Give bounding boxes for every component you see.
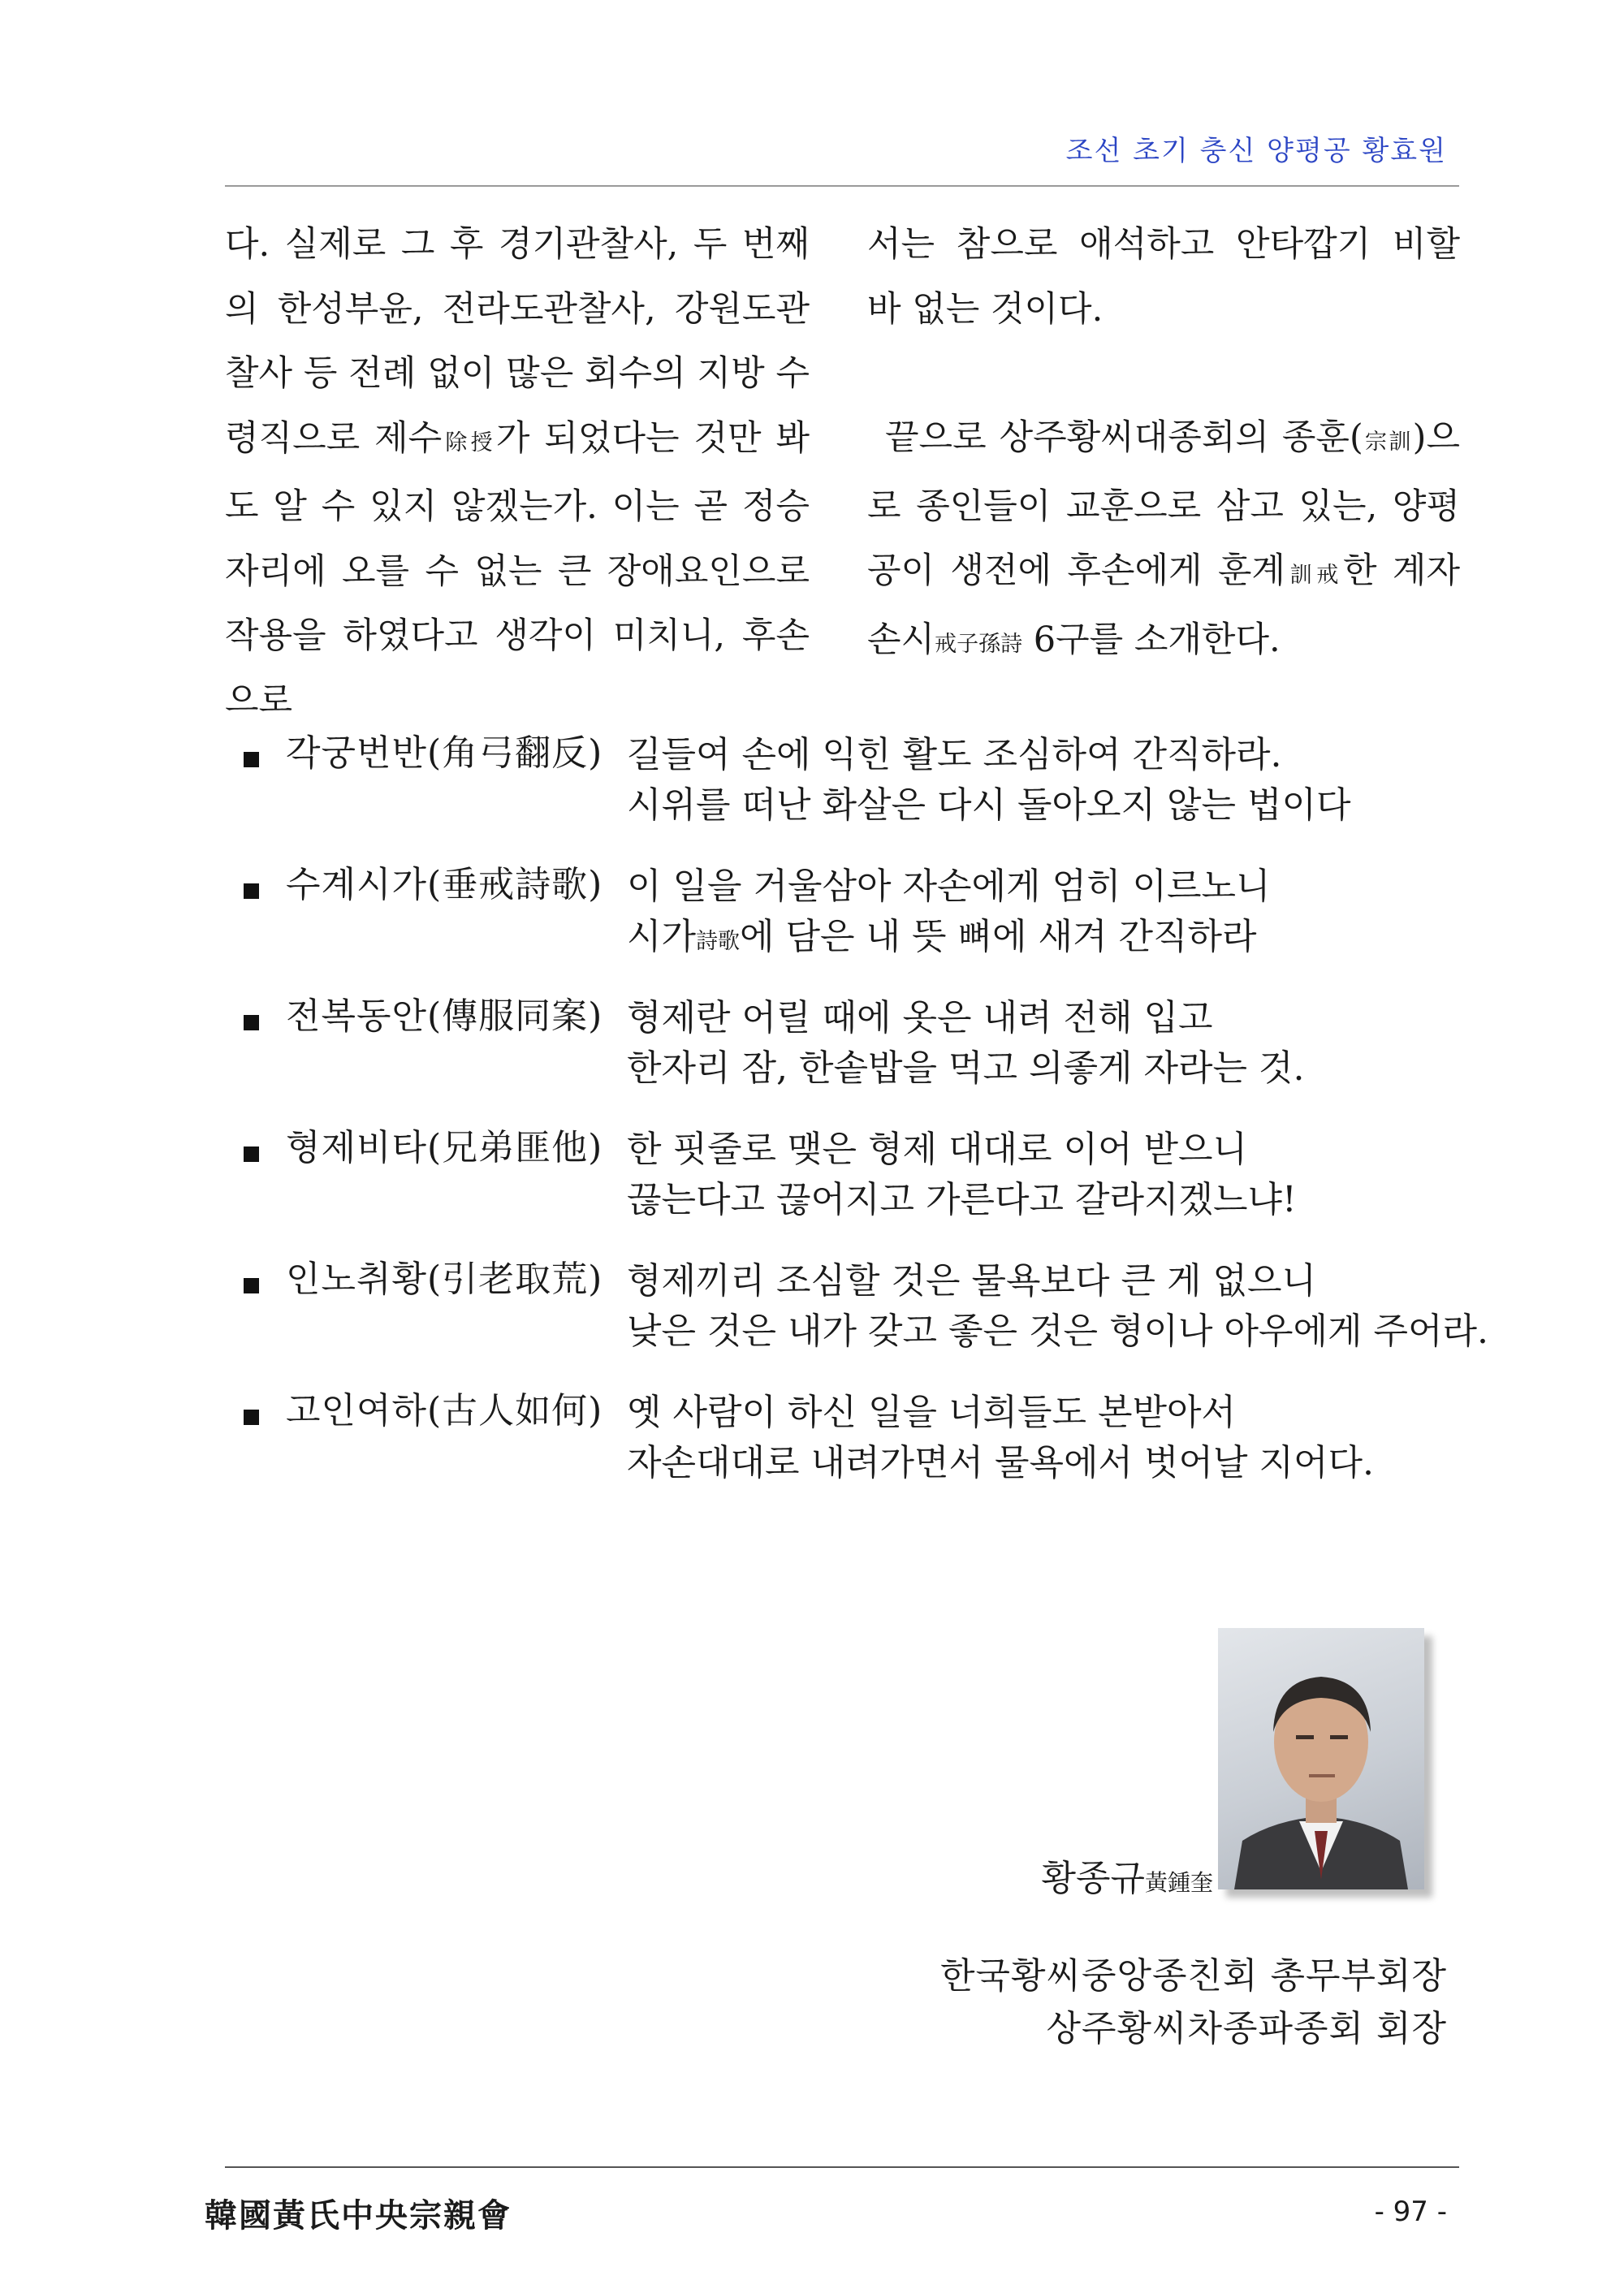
maxim-line [627, 913, 1256, 966]
right-text-b: )으로 종인들이 교훈으로 삼고 있는, 양평공이 생전에 후손에게 훈계 [867, 417, 1460, 591]
maxim-text: 에 담은 내 뜻 뼈에 새겨 간직하라 [740, 916, 1257, 957]
left-column [225, 213, 810, 733]
maxim-title: 형제비타(兄弟匪他) [286, 1127, 603, 1168]
maxim-line: 시위를 떠난 화살은 다시 돌아오지 않는 법이다 [627, 784, 1351, 826]
maxim-line: 형제란 어릴 때에 옷은 내려 전해 입고 [627, 997, 1213, 1039]
maxim-title: 전복동안(傳服同案) [286, 995, 603, 1037]
signer-name [1041, 1849, 1213, 1901]
hanja-jesu: 除授 [442, 430, 496, 456]
right-paragraph-2 [867, 406, 1460, 676]
maxim-line: 옛 사람이 하신 일을 너희들도 본받아서 [627, 1392, 1236, 1433]
square-bullet-icon [244, 1410, 259, 1425]
maxim-title: 각궁번반(角弓翻反) [286, 732, 603, 774]
portrait-figure-icon [1218, 1628, 1424, 1889]
signer-role-2: 상주황씨차종파종회 회장 [1046, 2008, 1447, 2049]
hanja-gyejasonsi: 戒子孫詩 [935, 631, 1023, 657]
header-title: 조선 초기 충신 양평공 황효원 [1065, 135, 1447, 167]
maxim-title: 고인여하(古人如何) [286, 1390, 603, 1432]
maxim-list [244, 731, 1488, 1520]
maxim-title: 수계시가(垂戒詩歌) [286, 864, 603, 905]
hanja-jonghun: 宗訓 [1363, 430, 1413, 455]
maxim-item [244, 1388, 1462, 1520]
maxim-line: 자손대대로 내려가면서 물욕에서 벗어날 지어다. [627, 1442, 1375, 1483]
signer-photo [1218, 1628, 1424, 1889]
maxim-title: 인노취황(引老取荒) [286, 1259, 603, 1300]
right-column [867, 213, 1460, 676]
footer-organization: 韓國黃氏中央宗親會 [205, 2196, 512, 2235]
square-bullet-icon [244, 883, 259, 899]
maxim-line: 이 일을 거울삼아 자손에게 엄히 이르노니 [627, 866, 1271, 907]
maxim-line: 한 핏줄로 맺은 형제 대대로 이어 받으니 [627, 1129, 1247, 1170]
maxim-item [244, 994, 1462, 1125]
left-text-after: 가 되었다는 것만 봐도 알 수 있지 않겠는가. 이는 곧 정승자리에 오를 수 없는 큰 장애요인으로 작용을 하였다고 생각이 미치니, 후손으로 [225, 417, 810, 721]
right-paragraph-1: 서는 참으로 애석하고 안타깝기 비할 바 없는 것이다. [867, 224, 1460, 330]
right-text-c: 한 계자손시 [867, 551, 1460, 660]
right-text-d: 6구를 소개한다. [1022, 619, 1281, 660]
signer-role-1: 한국황씨중앙종친회 총무부회장 [939, 1955, 1447, 1997]
maxim-line: 끊는다고 끊어지고 가른다고 갈라지겠느냐! [627, 1179, 1297, 1220]
header-rule [225, 185, 1459, 187]
maxim-line: 길들여 손에 익힌 활도 조심하여 간직하라. [627, 734, 1282, 775]
hanja-siga: 詩歌 [696, 929, 741, 954]
maxim-item [244, 1125, 1462, 1257]
left-text-before: 다. 실제로 그 후 경기관찰사, 두 번째의 한성부윤, 전라도관찰사, 강원도관찰사 등 전례 없이 많은 회수의 지방 수령직으로 제수 [225, 224, 810, 459]
maxim-line: 형제끼리 조심할 것은 물욕보다 큰 게 없으니 [627, 1260, 1316, 1302]
right-text-a: 끝으로 상주황씨대종회의 종훈( [885, 417, 1363, 458]
hanja-hungye: 訓戒 [1285, 563, 1344, 588]
left-paragraph [225, 213, 810, 733]
maxim-item [244, 862, 1462, 994]
signer-name-hanja: 黃鍾奎 [1144, 1869, 1213, 1896]
footer-rule [225, 2166, 1459, 2168]
maxim-line: 한자리 잠, 한솥밥을 먹고 의좋게 자라는 것. [627, 1047, 1305, 1089]
maxim-text: 시가 [627, 916, 697, 957]
maxim-item [244, 731, 1462, 862]
square-bullet-icon [244, 752, 259, 767]
page-number: - 97 - [1374, 2196, 1447, 2228]
signer-name-hangul: 황종규 [1041, 1858, 1145, 1899]
maxim-item [244, 1257, 1488, 1388]
square-bullet-icon [244, 1015, 259, 1030]
square-bullet-icon [244, 1278, 259, 1293]
maxim-line: 낮은 것은 내가 갖고 좋은 것은 형이나 아우에게 주어라. [627, 1311, 1488, 1352]
square-bullet-icon [244, 1146, 259, 1162]
